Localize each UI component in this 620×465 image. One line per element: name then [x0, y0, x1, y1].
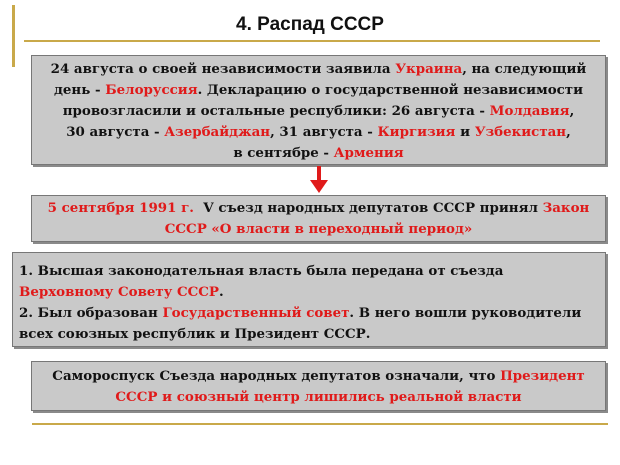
- text-line: [32, 59, 605, 80]
- text-fragment: .: [219, 284, 224, 300]
- text-fragment: ,: [569, 103, 575, 119]
- highlight-supreme-soviet: Верховному Совету СССР: [19, 284, 220, 300]
- highlight-law: Закон: [542, 200, 590, 216]
- text-fragment: , 31 августа -: [270, 124, 378, 140]
- text-line: [32, 366, 605, 387]
- text-line: [32, 143, 605, 164]
- text-line: [32, 80, 605, 101]
- highlight-president: Президент: [500, 368, 585, 384]
- text-fragment: день -: [53, 82, 106, 98]
- decorative-bottom-rule: [32, 423, 608, 425]
- text-fragment: V съезд народных депутатов СССР принял: [193, 200, 543, 216]
- highlight-uzbekistan: Узбекистан: [474, 124, 567, 140]
- congress-dissolution-box: [31, 361, 606, 411]
- highlight-belarus: Белоруссия: [105, 82, 198, 98]
- text-line: [19, 282, 605, 303]
- text-line: [19, 303, 605, 324]
- text-fragment: и: [455, 124, 475, 140]
- text-fragment: провозгласили и остальные республики: 26 августа -: [62, 103, 490, 119]
- highlight-date: 5 сентября 1991 г.: [47, 200, 194, 216]
- highlight-law-title: СССР «О власти в переходный период»: [164, 221, 473, 237]
- highlight-state-council: Государственный совет: [162, 305, 350, 321]
- highlight-armenia: Армения: [333, 145, 404, 161]
- highlight-conclusion: СССР и союзный центр лишились реальной власти: [115, 389, 522, 405]
- text-fragment: 2. Был образован: [19, 305, 163, 321]
- highlight-moldova: Молдавия: [489, 103, 570, 119]
- page-title: 4. Распад СССР: [236, 14, 384, 35]
- text-fragment: Самороспуск Съезда народных депутатов означали, что: [52, 368, 501, 384]
- power-transfer-box: [12, 252, 606, 347]
- highlight-kyrgyzstan: Киргизия: [377, 124, 456, 140]
- text-fragment: . Декларацию о государственной независимости: [197, 82, 584, 98]
- text-fragment: 30 августа -: [66, 124, 165, 140]
- text-line: [32, 101, 605, 122]
- text-fragment: , на следующий: [462, 61, 587, 77]
- law-adoption-box: [31, 195, 606, 242]
- highlight-azerbaijan: Азербайджан: [164, 124, 271, 140]
- text-line: [32, 198, 605, 219]
- text-line: 1. Высшая законодательная власть была передана от съезда: [19, 263, 504, 279]
- arrow-down-icon: [309, 166, 329, 194]
- independence-declarations-box: [31, 55, 606, 165]
- highlight-ukraine: Украина: [395, 61, 463, 77]
- decorative-top-rule: [24, 40, 600, 42]
- text-fragment: . В него вошли руководители: [349, 305, 582, 321]
- text-fragment: 24 августа о своей независимости заявила: [50, 61, 396, 77]
- text-line: [32, 122, 605, 143]
- text-fragment: ,: [566, 124, 571, 140]
- text-fragment: в сентябре -: [233, 145, 334, 161]
- text-line: всех союзных республик и Президент СССР.: [19, 326, 371, 342]
